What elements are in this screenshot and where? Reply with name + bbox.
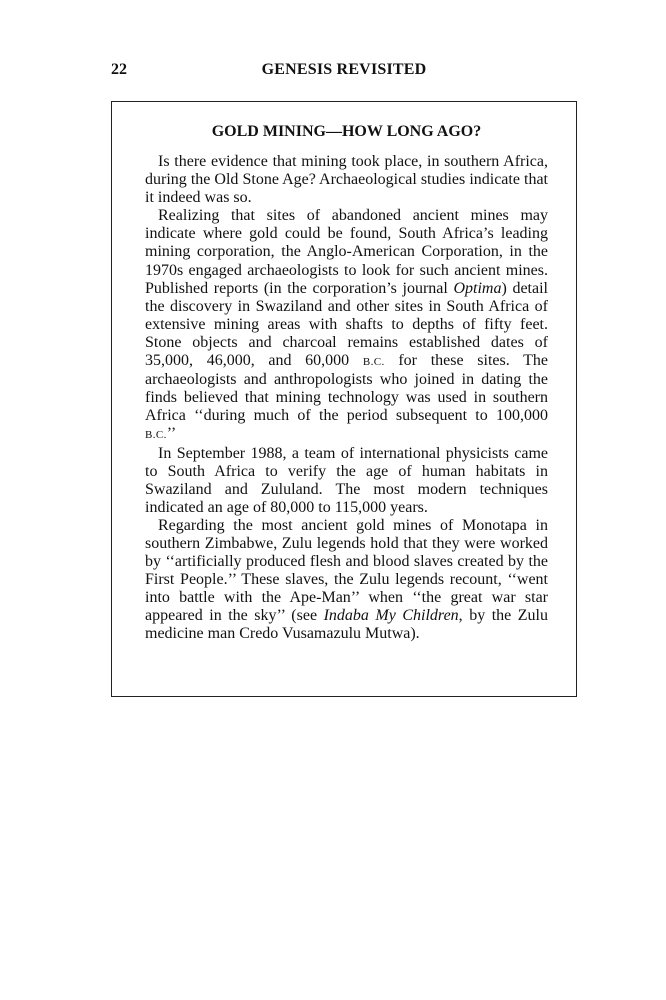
era-abbreviation: B.C. <box>362 356 385 369</box>
sidebar-paragraph <box>145 445 548 517</box>
text-run: Is there evidence that mining took place, in southern Africa, during the Old Stone Age? Archaeological studies indicate that it indeed was so. <box>145 153 548 207</box>
text-run: ’’ <box>166 425 177 443</box>
era-abbreviation: B.C. <box>145 429 167 442</box>
text-run: Regarding the most ancient gold mines of Monotapa in southern Zimbabwe, Zulu legends hold that they were worked by ‘‘artificially produced flesh and blood slaves created by the First People.’’ These slaves, the Zulu legends recount, ‘‘went into battle with the Ape-Man’’ when ‘‘the great war star appeared in the sky’’ (see <box>145 516 548 625</box>
page-number: 22 <box>111 61 127 78</box>
text-run: Realizing that sites of abandoned ancient mines may indicate where gold could be found, South Africa’s leading mining corporation, the Anglo-American Corporation, in the 1970s engaged archaeologists to look for such ancient mines. Published reports (in the corporation’s journal <box>145 207 548 297</box>
running-head: GENESIS REVISITED <box>261 61 427 78</box>
italic-title: Optima <box>453 279 502 297</box>
text-run: , by the Zulu medicine man Credo Vusamazulu Mutwa). <box>145 607 548 643</box>
sidebar-paragraph <box>145 207 548 444</box>
text-run: ) detail the discovery in Swaziland and other sites in South Africa of extensive mining areas with shafts to depths of fifty feet. Stone objects and charcoal remains established dates of 35,000, 46,000, and 60,000 <box>145 279 548 370</box>
sidebar-box <box>111 101 577 697</box>
sidebar-paragraph <box>145 153 548 207</box>
sidebar-paragraph <box>145 517 548 644</box>
italic-title: Indaba My Children <box>323 607 459 625</box>
text-run: for these sites. The archaeologists and anthropologists who joined in dating the finds believed that mining technology was used in southern Africa ‘‘during much of the period subsequent to 100,000 <box>145 352 548 425</box>
sidebar-title: GOLD MINING—HOW LONG AGO? <box>211 123 482 140</box>
text-run: In September 1988, a team of international physicists came to South Africa to verify the age of human habitats in Swaziland and Zululand. The most modern techniques indicated an age of 80,000 to 115,000 years. <box>145 444 548 516</box>
sidebar-body <box>145 153 548 644</box>
